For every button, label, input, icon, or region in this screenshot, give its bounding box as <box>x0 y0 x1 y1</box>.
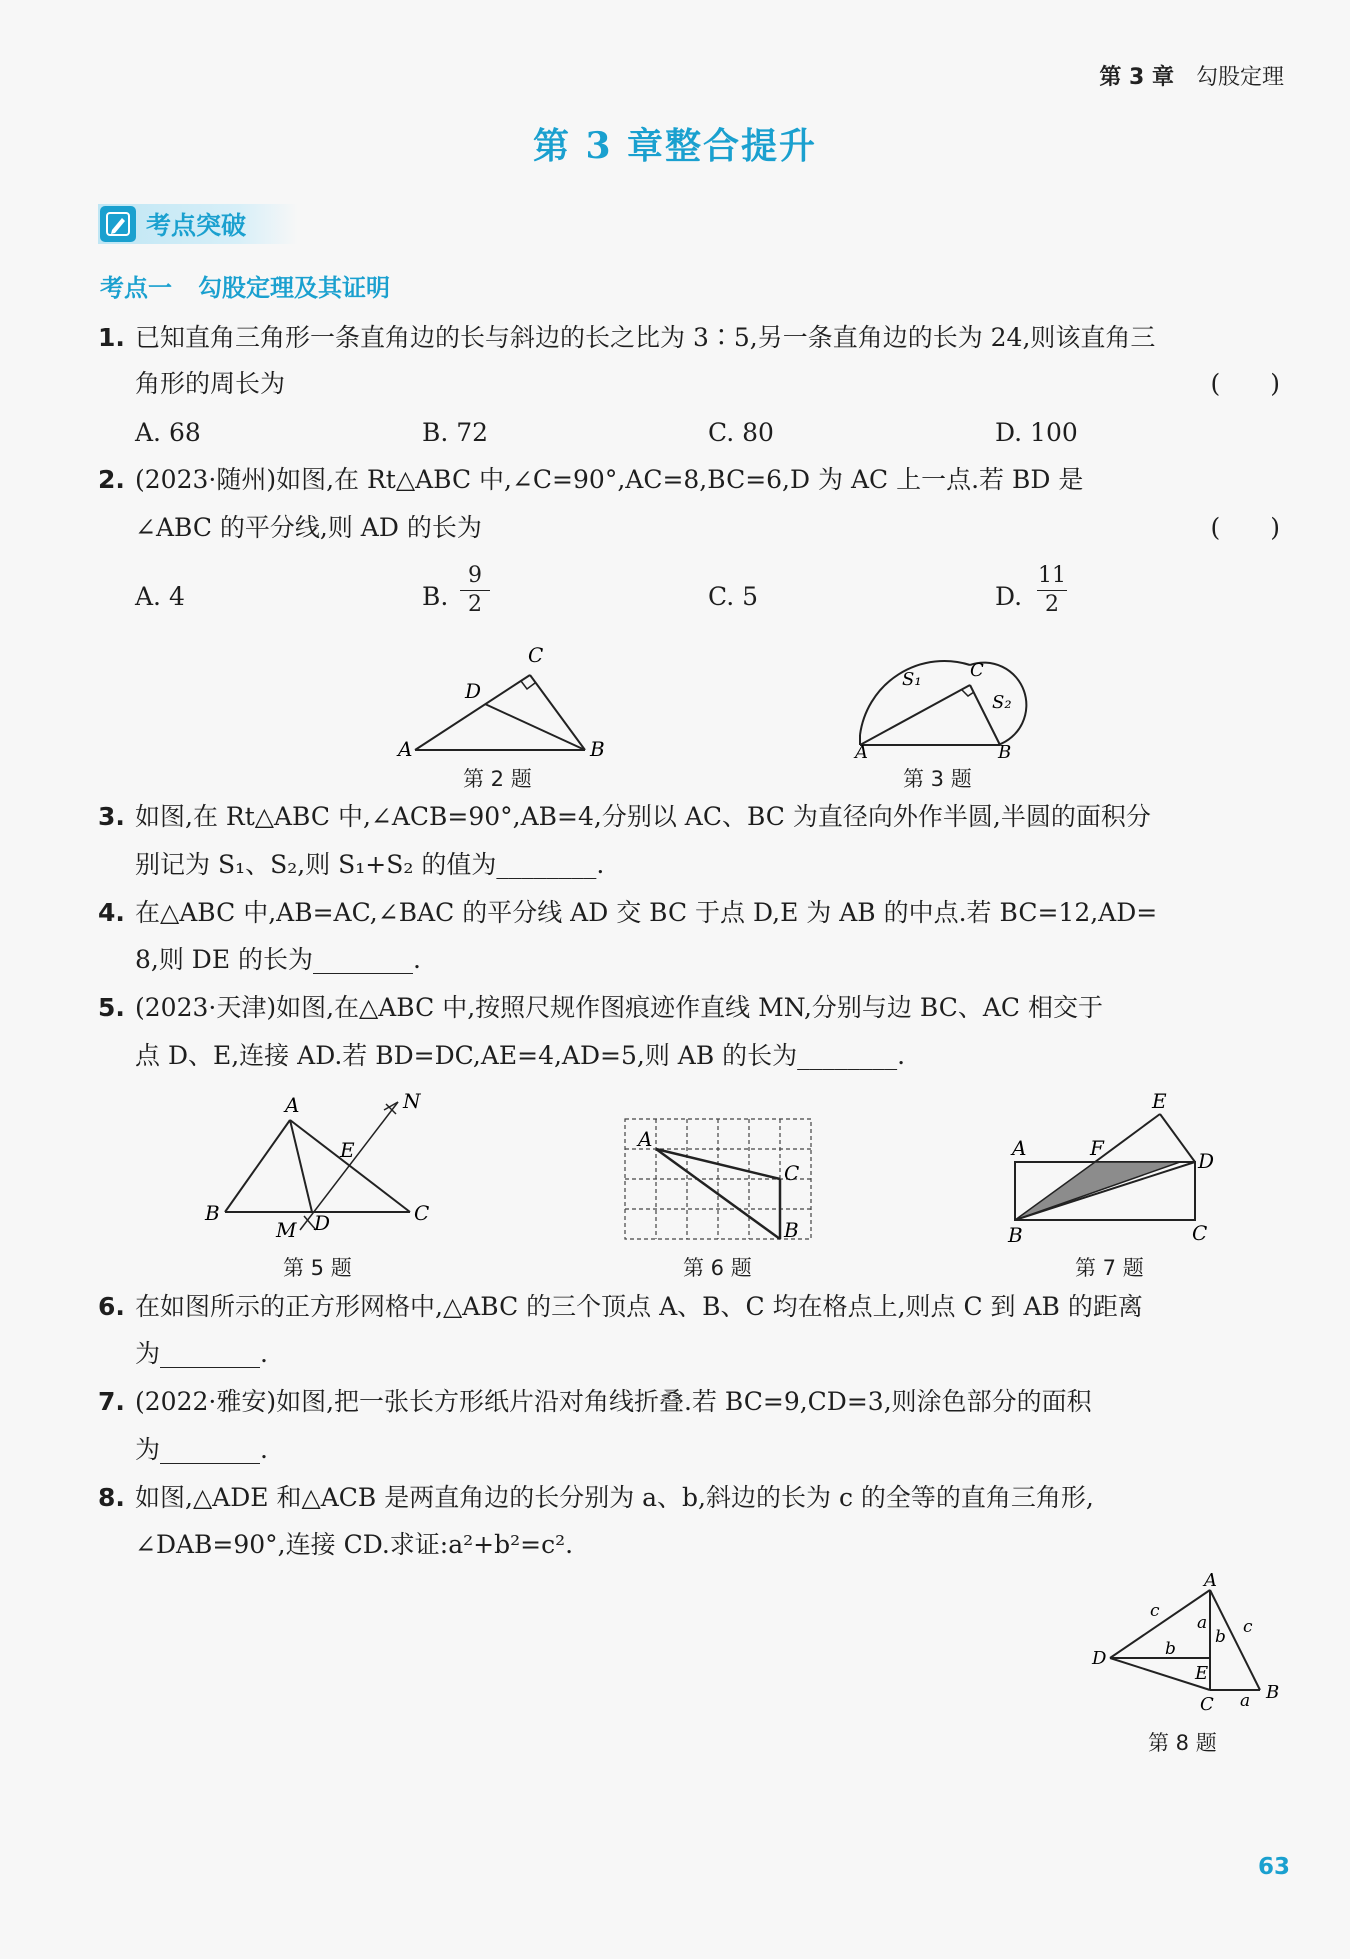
q2-answer-paren: ( ) <box>1210 513 1280 542</box>
label-e: E <box>1195 1663 1209 1684</box>
label-m: M <box>276 1218 297 1240</box>
label-e: E <box>1152 1092 1167 1113</box>
label-c: C <box>1200 1694 1214 1715</box>
q7-line1: (2022·雅安)如图,把一张长方形纸片沿对角线折叠.若 BC=9,CD=3,则涂色部分的面积 <box>135 1387 1092 1416</box>
segment-cb <box>530 675 585 750</box>
running-header-chapter: 第 3 章 <box>1099 65 1174 90</box>
q3-line2: 别记为 S₁、S₂,则 S₁+S₂ 的值为________. <box>135 850 605 879</box>
label-f: F <box>1090 1136 1104 1160</box>
fraction-denominator: 2 <box>1045 592 1059 617</box>
q1-line2: 角形的周长为 <box>135 369 286 398</box>
q2-line1: (2023·随州)如图,在 Rt△ABC 中,∠C=90°,AC=8,BC=6,D 为 AC 上一点.若 BD 是 <box>135 465 1084 494</box>
label-b: B <box>784 1218 799 1242</box>
q3-line1: 如图,在 Rt△ABC 中,∠ACB=90°,AB=4,分别以 AC、BC 为直径向外作半圆,半圆的面积分 <box>135 802 1151 831</box>
figure-q7-caption: 第 7 题 <box>1075 1256 1144 1280</box>
label-s1: S₁ <box>902 669 922 690</box>
label-d: D <box>1198 1149 1215 1173</box>
q4-number: 4. <box>98 898 125 927</box>
figure-q8-caption: 第 8 题 <box>1148 1731 1217 1755</box>
label-b-right: b <box>1215 1627 1226 1647</box>
label-d: D <box>314 1211 331 1235</box>
q7-line2: 为________. <box>135 1435 268 1464</box>
q1-number: 1. <box>98 323 125 352</box>
label-a: A <box>285 1093 300 1117</box>
fraction-numerator: 11 <box>1038 563 1066 588</box>
figure-q2 <box>390 640 620 760</box>
figure-q5-caption: 第 5 题 <box>283 1256 352 1280</box>
label-d: D <box>1092 1648 1107 1669</box>
label-c-right: c <box>1243 1617 1253 1637</box>
label-c: C <box>784 1161 800 1185</box>
running-header-topic: 勾股定理 <box>1195 65 1284 90</box>
segment-da <box>1110 1590 1210 1658</box>
segment-ab <box>225 1120 290 1212</box>
segment-ed <box>1160 1114 1195 1162</box>
q1-option-a: A. 68 <box>135 418 201 447</box>
q3-number: 3. <box>98 802 125 831</box>
q5-line2: 点 D、E,连接 AD.若 BD=DC,AE=4,AD=5,则 AB 的长为________. <box>135 1041 906 1070</box>
label-c: C <box>414 1201 430 1225</box>
q1-line1: 已知直角三角形一条直角边的长与斜边的长之比为 3∶5,另一条直角边的长为 24,则该直角三 <box>135 323 1156 352</box>
label-a: A <box>638 1127 653 1151</box>
figure-q8 <box>1080 1570 1290 1720</box>
label-b: B <box>590 737 605 760</box>
label-c: C <box>970 660 984 681</box>
q4-line2: 8,则 DE 的长为________. <box>135 945 421 974</box>
q6-line2: 为________. <box>135 1339 268 1368</box>
topic-index: 考点一 <box>100 274 172 302</box>
figure-q6 <box>620 1112 820 1242</box>
q2-option-c: C. 5 <box>708 582 759 611</box>
q5-line1: (2023·天津)如图,在△ABC 中,按照尺规作图痕迹作直线 MN,分别与边 BC、AC 相交于 <box>135 993 1103 1022</box>
figure-q3 <box>840 640 1040 765</box>
segment-bd <box>485 704 585 750</box>
label-c: C <box>1192 1221 1208 1242</box>
figure-q7 <box>1000 1092 1230 1242</box>
section-label: 考点突破 <box>146 211 247 240</box>
figure-q2-caption: 第 2 题 <box>463 767 532 791</box>
q6-line1: 在如图所示的正方形网格中,△ABC 的三个顶点 A、B、C 均在格点上,则点 C 到 AB 的距离 <box>135 1292 1143 1321</box>
q1-option-b: B. 72 <box>422 418 489 447</box>
label-b: B <box>205 1201 220 1225</box>
label-a: A <box>855 742 868 763</box>
q8-line1: 如图,△ADE 和△ACB 是两直角边的长分别为 a、b,斜边的长为 c 的全等的直角三角形, <box>135 1483 1094 1512</box>
q1-option-d: D. 100 <box>995 418 1078 447</box>
label-a-bottom: a <box>1240 1691 1251 1711</box>
label-a: A <box>1204 1570 1217 1591</box>
label-n: N <box>403 1090 421 1113</box>
q2-option-b-fraction <box>460 563 490 618</box>
q2-line2: ∠ABC 的平分线,则 AD 的长为 <box>135 513 482 542</box>
label-a: A <box>1012 1136 1027 1160</box>
q1-option-c: C. 80 <box>708 418 774 447</box>
right-angle-mark <box>521 681 535 689</box>
chapter-title: 第 3 章整合提升 <box>532 125 818 167</box>
label-b: B <box>1266 1682 1280 1703</box>
figure-q5 <box>200 1090 440 1240</box>
label-s2: S₂ <box>992 692 1012 713</box>
running-header <box>1099 60 1284 91</box>
q5-number: 5. <box>98 993 125 1022</box>
label-c: C <box>528 643 544 667</box>
pencil-icon <box>100 206 136 242</box>
label-a-side: a <box>1197 1613 1208 1633</box>
q2-option-d-fraction <box>1037 563 1067 618</box>
fraction-numerator: 9 <box>468 563 482 588</box>
label-d: D <box>465 679 482 703</box>
label-a: A <box>398 737 413 760</box>
q4-line1: 在△ABC 中,AB=AC,∠BAC 的平分线 AD 交 BC 于点 D,E 为 AB 的中点.若 BC=12,AD= <box>135 898 1158 927</box>
fraction-denominator: 2 <box>468 592 482 617</box>
page-number: 63 <box>1257 1854 1290 1880</box>
figure-q6-caption: 第 6 题 <box>683 1256 752 1280</box>
q6-number: 6. <box>98 1292 125 1321</box>
q2-option-d: D. <box>995 582 1023 611</box>
q2-option-b: B. <box>422 582 449 611</box>
q7-number: 7. <box>98 1387 125 1416</box>
label-b: B <box>998 742 1012 763</box>
q1-answer-paren: ( ) <box>1210 369 1280 398</box>
topic-heading <box>100 268 390 303</box>
q8-line2: ∠DAB=90°,连接 CD.求证:a²+b²=c². <box>135 1530 574 1559</box>
topic-name: 勾股定理及其证明 <box>198 274 390 302</box>
q2-number: 2. <box>98 465 125 494</box>
section-banner <box>98 204 298 244</box>
label-b-left: b <box>1165 1639 1176 1659</box>
q2-option-a: A. 4 <box>135 582 185 611</box>
label-c-left: c <box>1150 1601 1160 1621</box>
segment-fe <box>1095 1114 1160 1162</box>
label-e: E <box>340 1138 355 1162</box>
label-b: B <box>1008 1223 1023 1242</box>
q8-number: 8. <box>98 1483 125 1512</box>
figure-q3-caption: 第 3 题 <box>903 767 972 791</box>
